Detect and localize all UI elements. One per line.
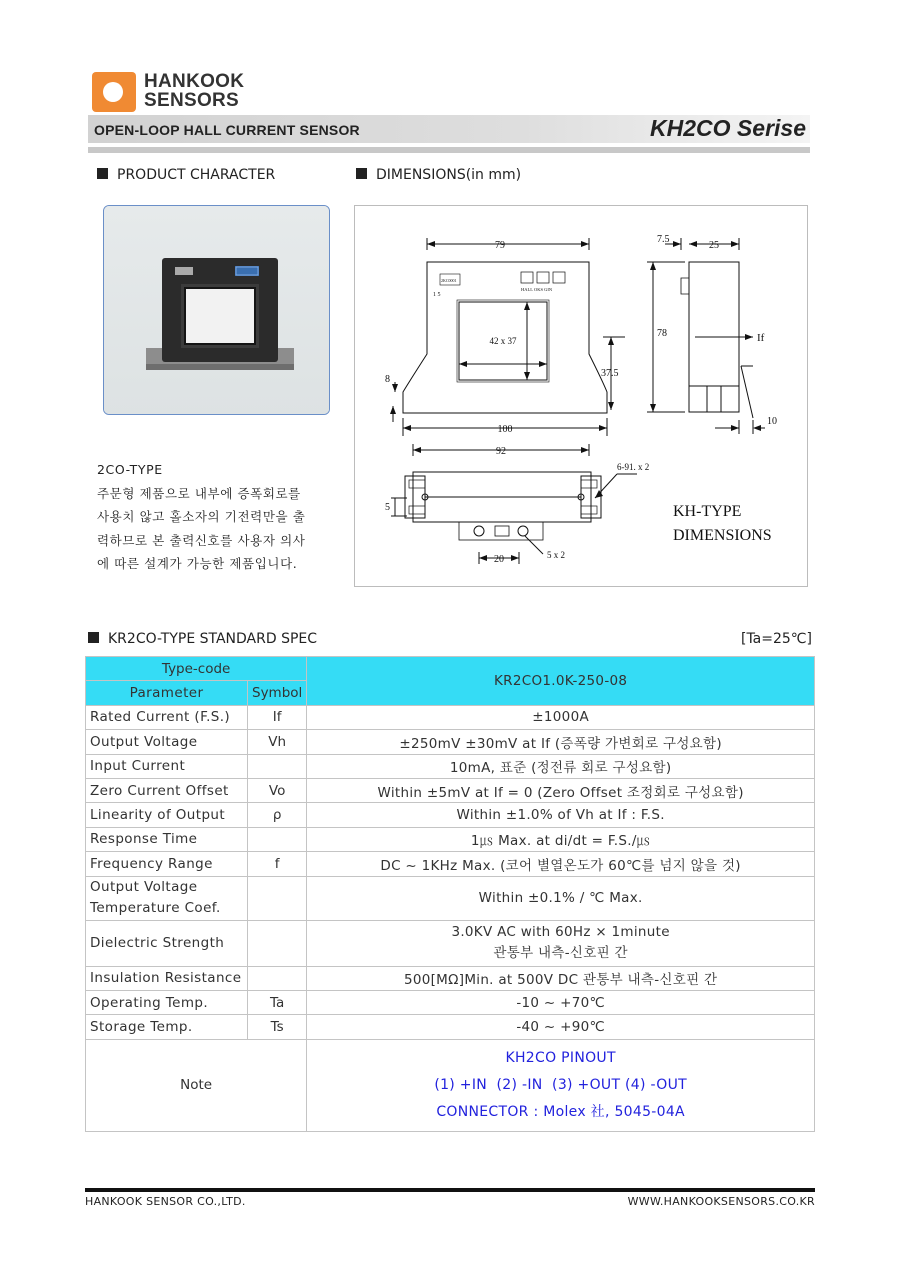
dim-10-label: 10 xyxy=(767,416,777,427)
symbol-cell: Vh xyxy=(248,730,307,754)
parameter-cell: Insulation Resistance xyxy=(86,966,248,990)
value-cell: ±250mV ±30mV at If (증폭량 가변회로 구성요함) xyxy=(307,730,815,754)
company-logo xyxy=(92,72,252,114)
parameter-cell: Frequency Range xyxy=(86,852,248,876)
table-row xyxy=(86,990,815,1014)
title-bar xyxy=(88,115,810,143)
dim-92-label: 92 xyxy=(496,446,506,457)
pins-note: 5 x 2 xyxy=(547,550,565,560)
logo-line-1: HANKOOK xyxy=(144,71,245,92)
table-row xyxy=(86,754,815,778)
table-row xyxy=(86,827,815,851)
table-row xyxy=(86,705,815,729)
product-line-title: OPEN-LOOP HALL CURRENT SENSOR xyxy=(94,122,360,138)
symbol-cell: Ta xyxy=(248,990,307,1014)
series-title: KH2CO Serise xyxy=(650,115,806,141)
symbol-cell xyxy=(248,754,307,778)
type-code-header: Type-code xyxy=(86,657,307,681)
dim-5-label: 5 xyxy=(385,502,390,513)
logo-line-2: SENSORS xyxy=(144,90,240,111)
logo-mark-icon xyxy=(92,72,136,112)
symbol-header: Symbol xyxy=(248,681,307,705)
dim-37-5-label: 37.5 xyxy=(601,368,619,379)
logo-text xyxy=(144,72,244,110)
description-line: 주문형 제품으로 내부에 증폭회로를 xyxy=(97,485,301,501)
table-row xyxy=(86,966,815,990)
dim-20-label: 20 xyxy=(494,554,504,565)
label-code: 2KC0001 xyxy=(441,278,457,283)
footer-website[interactable]: WWW.HANKOOKSENSORS.CO.KR xyxy=(627,1195,815,1208)
value-cell: Within ±0.1% / ℃ Max. xyxy=(307,876,815,920)
parameter-cell: Output Voltage xyxy=(86,730,248,754)
symbol-cell: Ts xyxy=(248,1015,307,1039)
parameter-cell: Operating Temp. xyxy=(86,990,248,1014)
parameter-cell: Input Current xyxy=(86,754,248,778)
parameter-line: Temperature Coef. xyxy=(90,900,221,917)
temperature-condition: [Ta=25℃] xyxy=(740,631,812,647)
parameter-cell xyxy=(86,876,248,920)
pinout-title: KH2CO PINOUT xyxy=(505,1049,616,1066)
note-value xyxy=(307,1039,815,1131)
holes-note: 6-91. x 2 xyxy=(617,462,650,472)
value-cell: 1㎲ Max. at di/dt = F.S./㎲ xyxy=(307,827,815,851)
title-underline xyxy=(88,147,810,153)
value-cell: -40 ~ +90℃ xyxy=(307,1015,815,1039)
table-row xyxy=(86,730,815,754)
parameter-cell: Rated Current (F.S.) xyxy=(86,705,248,729)
symbol-cell xyxy=(248,920,307,966)
symbol-cell: If xyxy=(248,705,307,729)
pin-labels: HALL OKS GIN xyxy=(521,287,553,292)
drawing-title-line-2: DIMENSIONS xyxy=(673,527,772,544)
hole-size-label: 42 x 37 xyxy=(489,336,517,346)
model-code: KR2CO1.0K-250-08 xyxy=(307,657,815,706)
symbol-cell: ρ xyxy=(248,803,307,827)
dim-8-label: 8 xyxy=(385,374,390,385)
dimensions-heading xyxy=(356,167,521,183)
description-line: 력하므로 본 출력신호를 사용자 의사 xyxy=(97,532,306,548)
spec-table xyxy=(85,656,815,1132)
label-pins: 1 5 xyxy=(433,292,441,298)
table-row xyxy=(86,852,815,876)
table-header-row xyxy=(86,657,815,681)
product-character-label: PRODUCT CHARACTER xyxy=(117,167,276,183)
dim-79-label: 79 xyxy=(495,240,505,251)
description-line: 에 따른 설계가 가능한 제품입니다. xyxy=(97,556,298,571)
connector-info: CONNECTOR : Molex 社, 5045-04A xyxy=(436,1103,685,1120)
dim-7-5-label: 7.5 xyxy=(657,234,670,245)
standard-spec-label: KR2CO-TYPE STANDARD SPEC xyxy=(108,631,318,647)
standard-spec-heading xyxy=(88,631,317,647)
description-title: 2CO-TYPE xyxy=(97,462,163,477)
product-photo xyxy=(103,205,330,415)
symbol-cell xyxy=(248,827,307,851)
value-cell: Within ±5mV at If = 0 (Zero Offset 조정회로 구성요함) xyxy=(307,778,815,802)
parameter-cell: Storage Temp. xyxy=(86,1015,248,1039)
parameter-header: Parameter xyxy=(86,681,248,705)
dim-78-label: 78 xyxy=(657,328,667,339)
drawing-title-line-1: KH-TYPE xyxy=(673,503,742,520)
value-cell: 500[MΩ]Min. at 500V DC 관통부 내측-신호핀 간 xyxy=(307,966,815,990)
bullet-square-icon xyxy=(97,168,108,179)
parameter-cell: Response Time xyxy=(86,827,248,851)
if-label: If xyxy=(757,332,765,344)
bullet-square-icon xyxy=(88,632,99,643)
product-character-heading xyxy=(97,167,275,183)
symbol-cell xyxy=(248,876,307,920)
table-row xyxy=(86,778,815,802)
description-line: 사용치 않고 홀소자의 기전력만을 출 xyxy=(97,509,306,524)
dimension-svg xyxy=(355,206,809,588)
symbol-cell: Vo xyxy=(248,778,307,802)
parameter-cell: Dielectric Strength xyxy=(86,920,248,966)
value-cell: Within ±1.0% of Vh at If : F.S. xyxy=(307,803,815,827)
value-cell: 10mA, 표준 (정전류 회로 구성요함) xyxy=(307,754,815,778)
value-cell: ±1000A xyxy=(307,705,815,729)
dim-100-label: 100 xyxy=(497,424,513,435)
parameter-cell: Linearity of Output xyxy=(86,803,248,827)
parameter-cell: Zero Current Offset xyxy=(86,778,248,802)
dimensions-label: DIMENSIONS(in mm) xyxy=(376,167,522,183)
dimensions-drawing xyxy=(354,205,808,587)
symbol-cell xyxy=(248,966,307,990)
note-row xyxy=(86,1039,815,1131)
table-row xyxy=(86,920,815,966)
dim-25-label: 25 xyxy=(709,240,719,251)
table-row xyxy=(86,803,815,827)
value-line: 3.0KV AC with 60Hz × 1minute xyxy=(451,924,670,941)
value-cell: -10 ~ +70℃ xyxy=(307,990,815,1014)
value-cell xyxy=(307,920,815,966)
value-line: 관통부 내측-신호핀 간 xyxy=(493,945,628,962)
symbol-cell: f xyxy=(248,852,307,876)
table-row xyxy=(86,876,815,920)
sensor-photo-illustration xyxy=(104,206,330,415)
bullet-square-icon xyxy=(356,168,367,179)
product-description xyxy=(97,458,337,576)
footer-rule xyxy=(85,1188,815,1192)
table-row xyxy=(86,1015,815,1039)
pinout-list: (1) +IN (2) -IN (3) +OUT (4) -OUT xyxy=(434,1076,687,1093)
parameter-line: Output Voltage xyxy=(90,879,198,896)
note-label: Note xyxy=(86,1039,307,1131)
value-cell: DC ~ 1KHz Max. (코어 별열온도가 60℃를 넘지 않을 것) xyxy=(307,852,815,876)
footer-company: HANKOOK SENSOR CO.,LTD. xyxy=(85,1195,246,1208)
